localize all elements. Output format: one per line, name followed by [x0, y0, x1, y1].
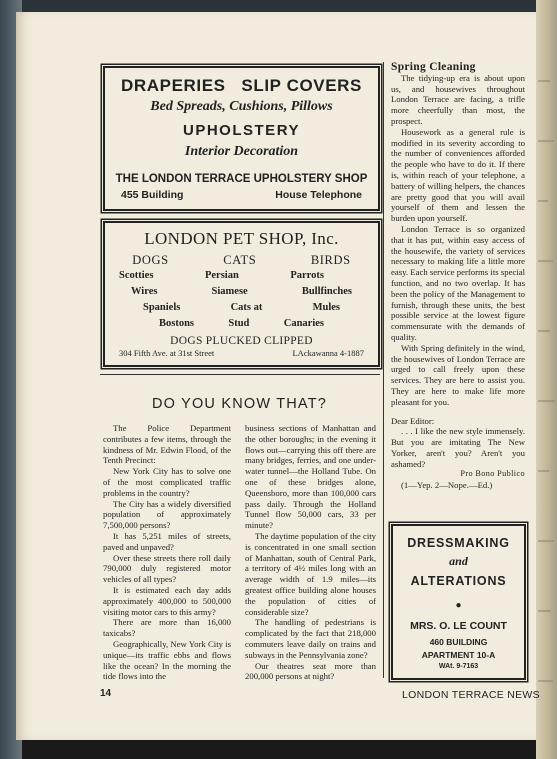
- paragraph: Geographically, New York City is unique—its traffic ebbs and flows like the ocean? In the morning the tide flows into the: [103, 638, 231, 682]
- dress-apartment: APARTMENT 10-A: [421, 650, 496, 660]
- pet-item: Bostons: [159, 318, 195, 329]
- spring-cleaning-heading: Spring Cleaning: [391, 61, 476, 73]
- shop-phone: House Telephone: [275, 189, 362, 201]
- pet-item: Bullfinches: [301, 286, 352, 297]
- paragraph: Housework as a general rule is modified in its severity according to the number of conveniences afforded the people who have to do it. If there is, within reach of your telephone, a battery of willing helpers, the chances are pretty good that you will avail yourself of them and lessen the burden upon yourself.: [391, 126, 525, 224]
- dress-building: 460 BUILDING: [429, 637, 488, 647]
- shop-name: THE LONDON TERRACE UPHOLSTERY SHOP: [115, 173, 368, 185]
- letter-body: . . . I like the new style immensely. But you are imitating The New Yorker, aren't you? Aren't you ashamed?: [391, 426, 525, 469]
- do-you-know-heading: DO YOU KNOW THAT?: [151, 396, 328, 412]
- paragraph: Our theatres seat more than 200,000 persons at night?: [245, 660, 376, 682]
- dyk-column-2: [245, 423, 376, 682]
- pet-item: Cats at: [230, 302, 263, 313]
- paragraph: New York City has to solve one of the most complicated traffic problems in the country?: [103, 466, 231, 498]
- paragraph: The City has a widely diversified population of approximately 7,500,000 persons?: [103, 498, 231, 531]
- pet-shop-ad: [103, 221, 380, 367]
- page-number: 14: [100, 688, 112, 699]
- paragraph: Over these streets there roll daily 790,000 duly registered motor vehicles of all types?: [103, 552, 231, 585]
- draperies-heading: DRAPERIES: [121, 76, 226, 95]
- paragraph: The daytime population of the city is concentrated in one small section of Manhattan, south of Central Park, a territory of 4½ miles long with an average width of 1.9 miles—its greatest office building alone houses the population of cities of considerable size?: [245, 530, 376, 617]
- pet-item: Stud: [228, 318, 250, 329]
- dyk-column-1: [103, 423, 231, 682]
- paragraph: It has 5,251 miles of streets, paved and unpaved?: [103, 530, 231, 552]
- dogs-plucked-line: DOGS PLUCKED CLIPPED: [170, 335, 313, 347]
- bullet-icon: ●: [455, 600, 462, 611]
- divider-rule: [100, 374, 380, 375]
- pet-item: Spaniels: [143, 302, 181, 313]
- paragraph: It is estimated each day adds approximately 400,000 to 500,000 visiting motor cars to this army?: [103, 584, 231, 617]
- dress-phone: WAt. 9-7163: [438, 663, 479, 670]
- dressmaking-ad: [391, 524, 526, 680]
- paragraph: With Spring definitely in the wind, the housewives of London Terrace are urged to call freely upon these services. They are here to assist you. They are here to make life more pleasant for you.: [391, 342, 525, 407]
- upholstery-heading: UPHOLSTERY: [183, 122, 300, 139]
- and-word: and: [449, 554, 468, 568]
- pet-item: Persian: [204, 270, 239, 281]
- editor-reply: (1—Yep. 2—Nope.—Ed.): [401, 480, 493, 491]
- pet-item: Wires: [131, 286, 158, 297]
- upholstery-ad: [103, 66, 380, 211]
- letter-salutation: Dear Editor:: [391, 415, 435, 426]
- paragraph: The tidying-up era is about upon us, and housewives throughout London Terrace are facing, a trifle more cheerfully than most, the prospect.: [391, 72, 525, 126]
- paragraph: business sections of Manhattan and the other boroughs; in the evening it flows out—carrying this off there are many bridges, ferries, and one under-water tunnel—the Holland Tube. On one of these bridges alone, Queensboro, more than 100,000 cars pass daily. Through the Holland Tunnel flow 50,000 cars, 33 per minute?: [245, 423, 376, 531]
- publication-name: LONDON TERRACE NEWS: [402, 689, 540, 701]
- letter-signature: Pro Bono Publico: [460, 469, 525, 479]
- bed-spreads-line: Bed Spreads, Cushions, Pillows: [150, 99, 333, 114]
- dressmaking-heading: DRESSMAKING: [407, 536, 510, 550]
- paragraph: The Police Department contributes a few items, through the kindness of Mr. Edwin Flood, of the Tenth Precinct:: [103, 423, 231, 466]
- pet-header: BIRDS: [310, 253, 351, 267]
- pet-header: DOGS: [132, 253, 169, 267]
- shop-building: 455 Building: [121, 189, 184, 201]
- pet-item: Mules: [312, 302, 340, 313]
- pet-shop-title: LONDON PET SHOP, Inc.: [144, 229, 339, 248]
- alterations-heading: ALTERATIONS: [410, 574, 507, 588]
- pet-header: CATS: [223, 253, 257, 267]
- pet-shop-address: 304 Fifth Ave. at 31st Street: [119, 348, 215, 358]
- pet-item: Siamese: [211, 286, 248, 297]
- paragraph: The handling of pedestrians is complicated by the fact that 218,000 commuters leave daily on trains and subways in the Pennsylvania zone?: [245, 617, 376, 660]
- proprietor-name: MRS. O. LE COUNT: [410, 620, 507, 632]
- spring-cleaning-column: [391, 62, 525, 491]
- paragraph: London Terrace is so organized that it has put, within easy access of the housewife, the variety of services necessary to making life a little more easy. Each service performs its special function, and no two overlap. It has been the policy of the Management to furnish, through these units, the best possible service at the lowest figure commensurate with the demands of quality.: [391, 223, 525, 342]
- pet-item: Canaries: [283, 318, 324, 329]
- paragraph: There are more than 16,000 taxicabs?: [103, 617, 231, 639]
- pet-shop-phone: LAckawanna 4-1887: [292, 348, 364, 358]
- pet-item: Parrots: [290, 270, 324, 281]
- page-edge: [536, 0, 557, 759]
- slip-covers-heading: SLIP COVERS: [241, 76, 362, 95]
- pet-item: Scotties: [119, 270, 154, 281]
- column-rule: [383, 62, 384, 678]
- interior-decoration-line: Interior Decoration: [184, 144, 299, 159]
